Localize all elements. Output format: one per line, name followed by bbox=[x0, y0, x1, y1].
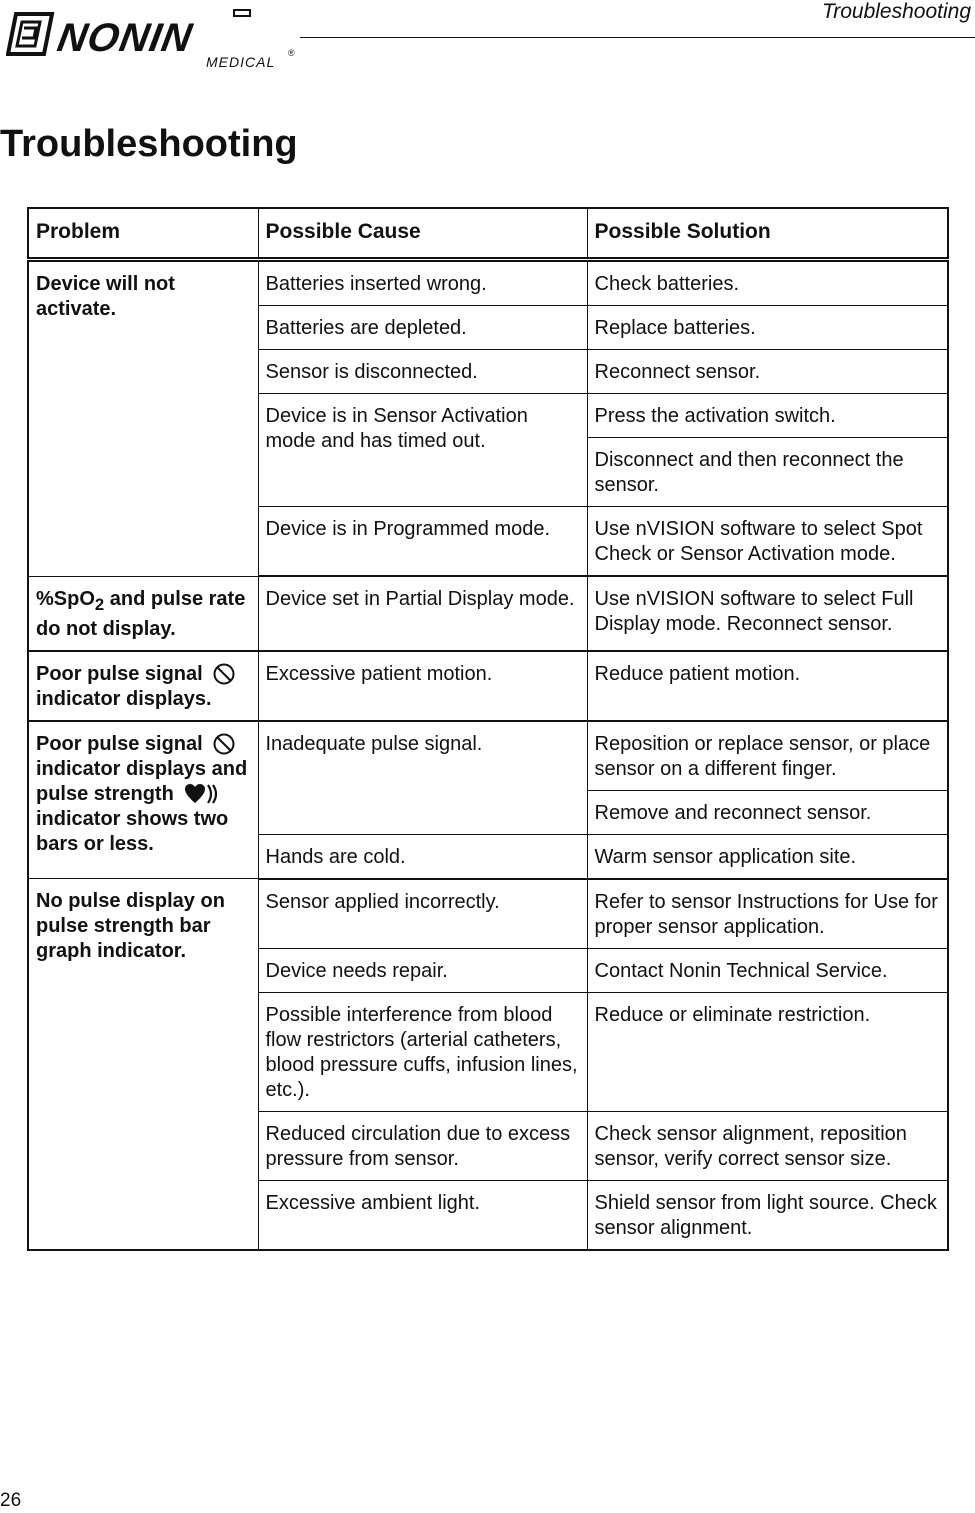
cause-cell: Device set in Partial Display mode. bbox=[258, 576, 587, 651]
solution-cell: Check batteries. bbox=[587, 260, 948, 306]
cause-cell: Sensor applied incorrectly. bbox=[258, 879, 587, 949]
problem-cell bbox=[28, 576, 258, 651]
solution-cell: Reconnect sensor. bbox=[587, 350, 948, 394]
cause-cell: Inadequate pulse signal. bbox=[258, 721, 587, 835]
table-row bbox=[28, 651, 948, 721]
cause-cell: Sensor is disconnected. bbox=[258, 350, 587, 394]
table-row bbox=[28, 721, 948, 791]
cause-cell: Hands are cold. bbox=[258, 834, 587, 879]
solution-cell: Reposition or replace sensor, or place sensor on a different finger. bbox=[587, 721, 948, 791]
solution-cell: Shield sensor from light source. Check sensor alignment. bbox=[587, 1180, 948, 1250]
problem-cell bbox=[28, 651, 258, 721]
solution-cell: Refer to sensor Instructions for Use for proper sensor application. bbox=[587, 879, 948, 949]
header-rule bbox=[300, 37, 975, 38]
poor-signal-icon bbox=[212, 732, 236, 756]
cause-cell: Excessive ambient light. bbox=[258, 1180, 587, 1250]
logo-wordmark: NONIN bbox=[54, 16, 196, 60]
table-header-row bbox=[28, 208, 948, 260]
solution-cell: Remove and reconnect sensor. bbox=[587, 790, 948, 834]
cause-cell: Possible interference from blood flow restrictors (arterial catheters, blood pressure cuffs, infusion lines, etc.). bbox=[258, 992, 587, 1111]
cause-cell: Device is in Programmed mode. bbox=[258, 507, 587, 577]
problem-text: and pulse rate do not display. bbox=[36, 587, 246, 640]
table-row bbox=[28, 576, 948, 651]
problem-text: Poor pulse signal bbox=[36, 732, 203, 755]
running-head: Troubleshooting bbox=[821, 0, 971, 23]
solution-cell: Disconnect and then reconnect the sensor. bbox=[587, 438, 948, 507]
solution-cell: Use nVISION software to select Spot Check or Sensor Activation mode. bbox=[587, 507, 948, 577]
poor-signal-icon bbox=[212, 662, 236, 686]
solution-cell: Reduce patient motion. bbox=[587, 651, 948, 721]
header-cause: Possible Cause bbox=[258, 208, 587, 260]
cause-cell: Device is in Sensor Activation mode and has timed out. bbox=[258, 394, 587, 507]
cause-cell: Batteries are depleted. bbox=[258, 306, 587, 350]
cause-cell: Device needs repair. bbox=[258, 948, 587, 992]
troubleshooting-table bbox=[27, 207, 949, 1251]
problem-cell: No pulse display on pulse strength bar graph indicator. bbox=[28, 879, 258, 1250]
table-row bbox=[28, 260, 948, 306]
logo-registered: ® bbox=[288, 48, 295, 58]
problem-text: %SpO bbox=[36, 587, 95, 610]
problem-cell bbox=[28, 721, 258, 879]
solution-cell: Reduce or eliminate restriction. bbox=[587, 992, 948, 1111]
page-number: 26 bbox=[0, 1490, 22, 1511]
solution-cell: Press the activation switch. bbox=[587, 394, 948, 438]
problem-text: indicator displays and bbox=[36, 757, 248, 780]
problem-text: indicator shows two bars or less. bbox=[36, 807, 229, 855]
cause-cell: Excessive patient motion. bbox=[258, 651, 587, 721]
problem-text: indicator displays. bbox=[36, 687, 212, 710]
problem-text: pulse strength bbox=[36, 782, 174, 805]
solution-cell: Replace batteries. bbox=[587, 306, 948, 350]
table-row bbox=[28, 879, 948, 949]
pulse-strength-icon bbox=[183, 782, 221, 806]
solution-cell: Contact Nonin Technical Service. bbox=[587, 948, 948, 992]
problem-text: Poor pulse signal bbox=[36, 662, 203, 685]
solution-cell: Warm sensor application site. bbox=[587, 834, 948, 879]
nonin-medical-logo bbox=[6, 8, 306, 74]
page-title: Troubleshooting bbox=[0, 123, 298, 165]
problem-cell: Device will not activate. bbox=[28, 260, 258, 577]
cause-cell: Batteries inserted wrong. bbox=[258, 260, 587, 306]
logo-subtitle: MEDICAL bbox=[206, 54, 276, 70]
solution-cell: Check sensor alignment, reposition sensor, verify correct sensor size. bbox=[587, 1111, 948, 1180]
cause-cell: Reduced circulation due to excess pressure from sensor. bbox=[258, 1111, 587, 1180]
problem-subscript: 2 bbox=[94, 594, 105, 614]
header-solution: Possible Solution bbox=[587, 208, 948, 260]
header-problem: Problem bbox=[28, 208, 258, 260]
solution-cell: Use nVISION software to select Full Display mode. Reconnect sensor. bbox=[587, 576, 948, 651]
